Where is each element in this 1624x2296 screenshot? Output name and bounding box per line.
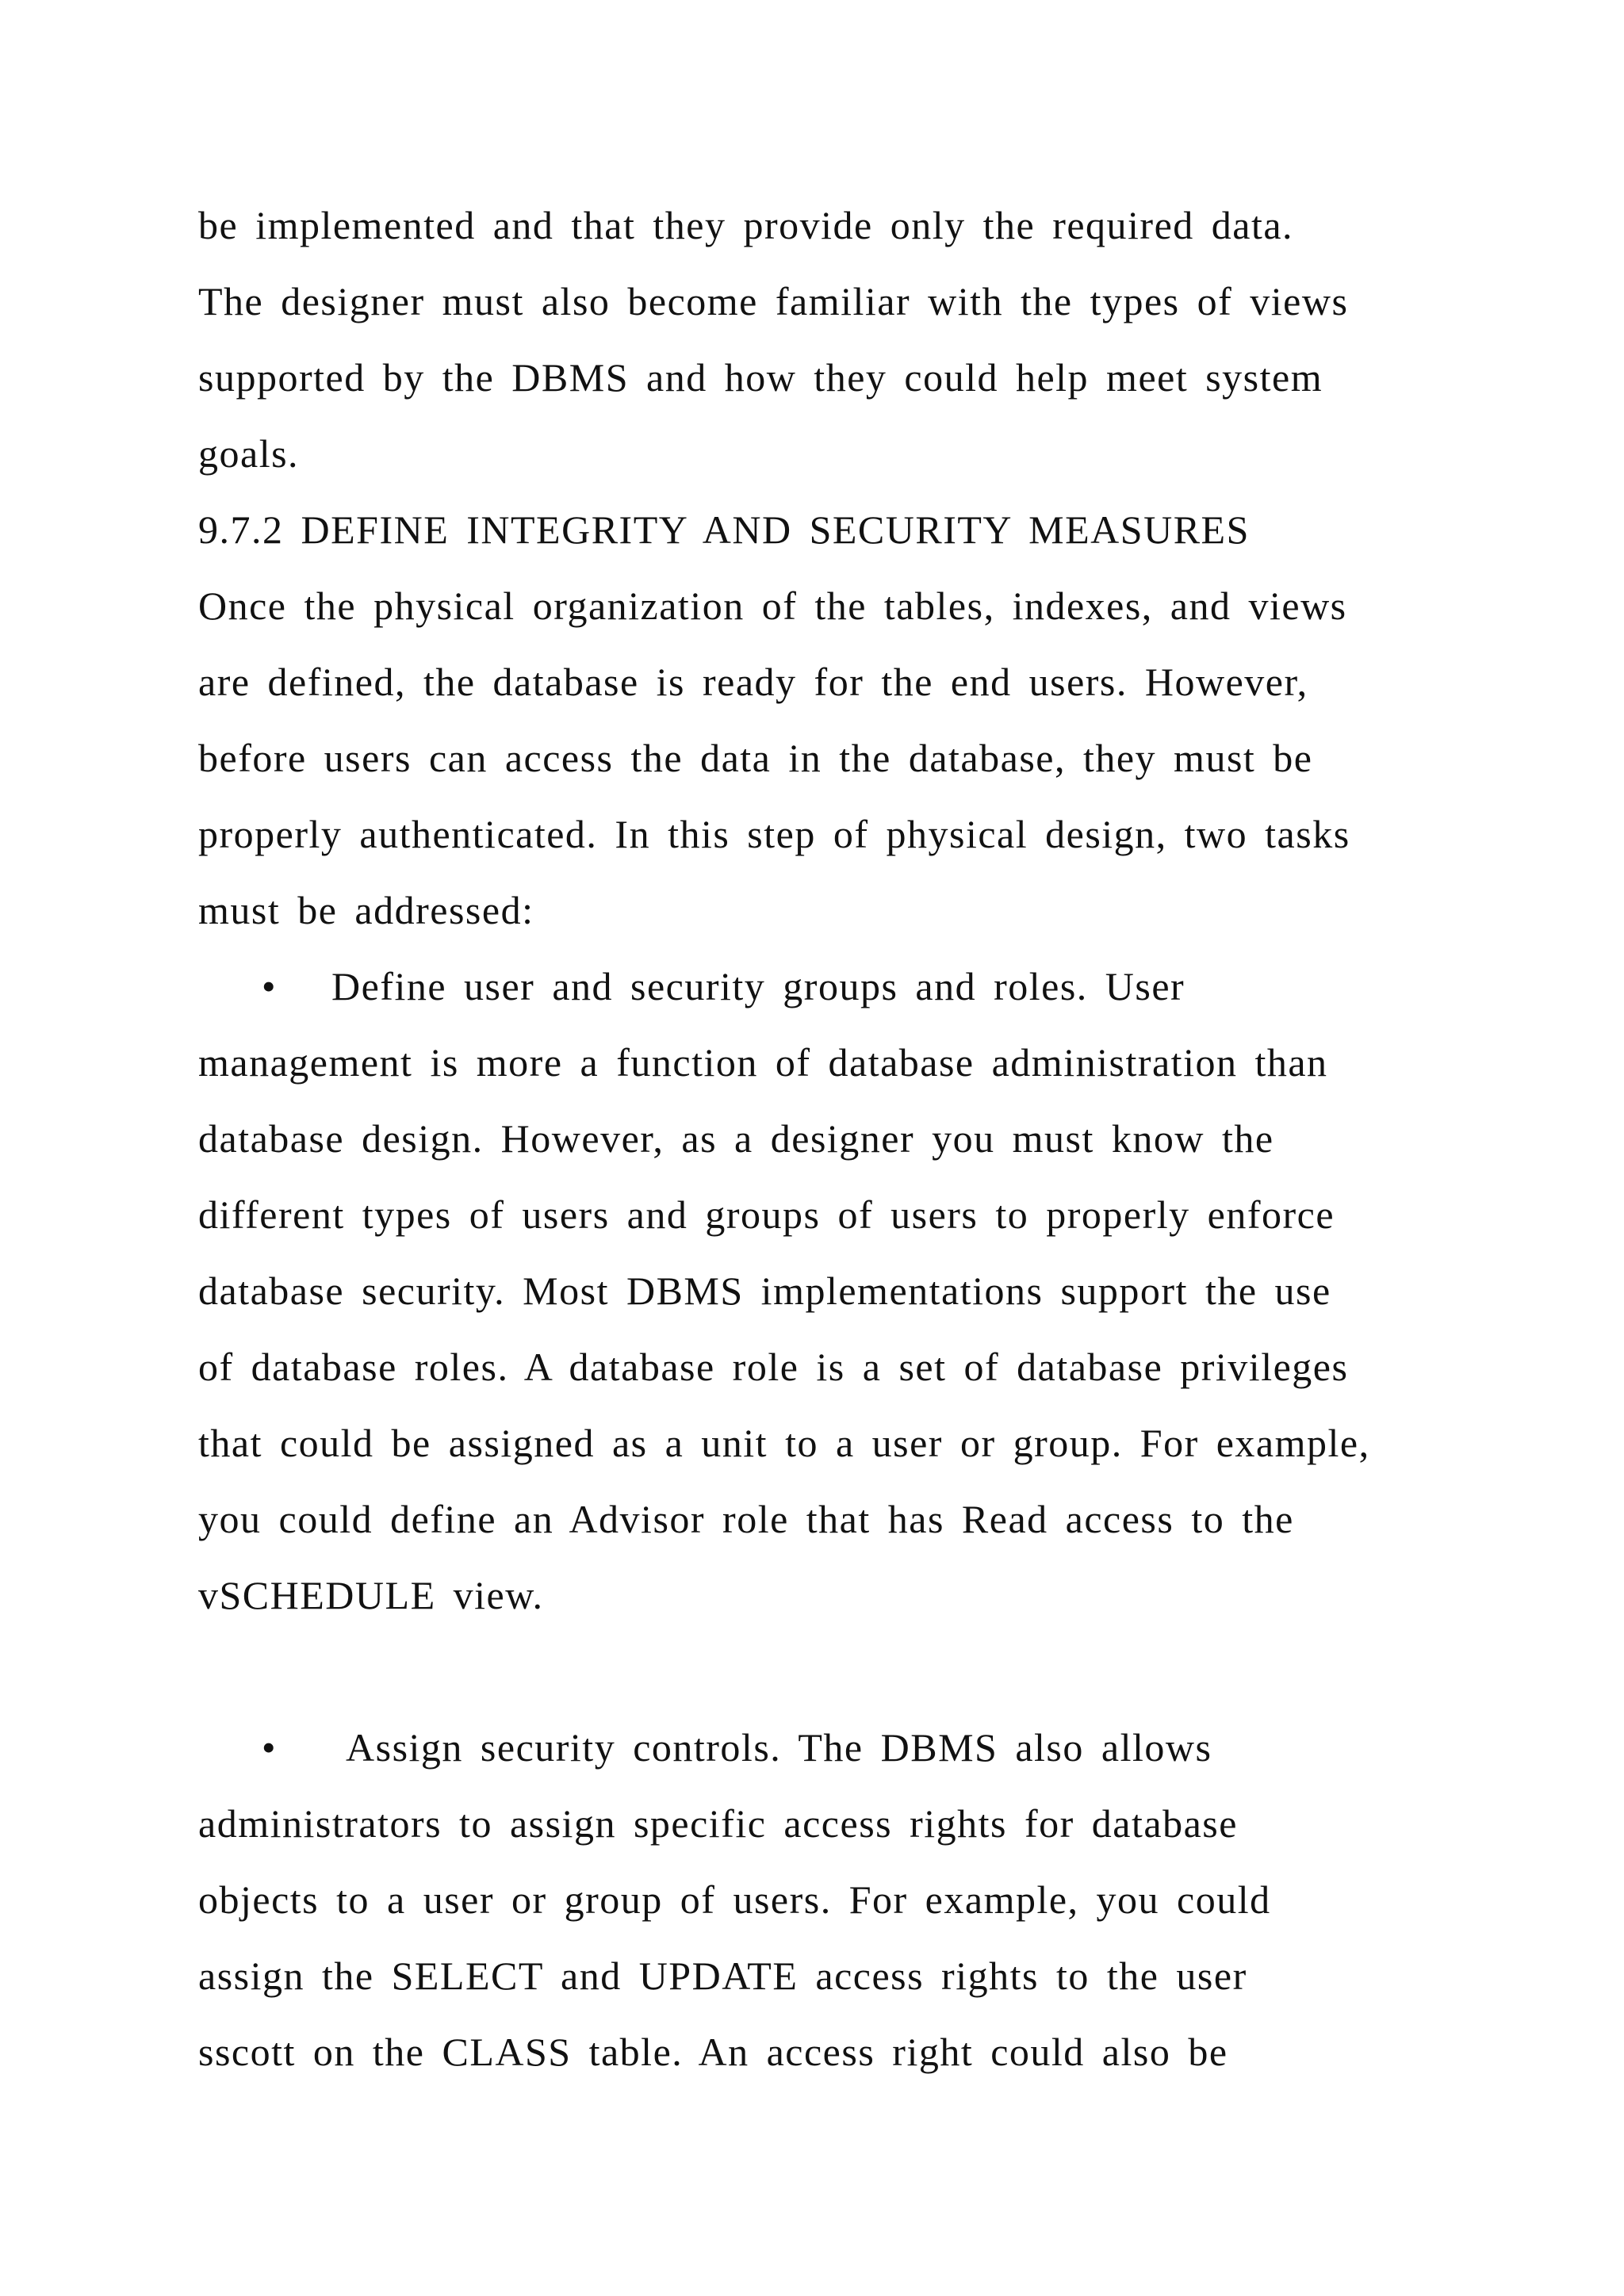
paragraph-line: Once the physical organization of the tables, indexes, and views (198, 584, 1347, 628)
paragraph-line: management is more a function of database administration than (198, 1040, 1328, 1085)
paragraph-line: The designer must also become familiar with the types of views (198, 279, 1349, 323)
paragraph-line: administrators to assign specific access rights for database (198, 1801, 1238, 1846)
paragraph-line: assign the SELECT and UPDATE access rights to the user (198, 1954, 1247, 1998)
bullet-item-first-line: Assign security controls. The DBMS also allows (346, 1725, 1212, 1770)
document-body (198, 187, 1435, 2090)
paragraph-line: goals. (198, 431, 300, 476)
bullet-item-user-groups (198, 948, 1435, 1024)
paragraph-line: before users can access the data in the database, they must be (198, 736, 1313, 780)
bullet-icon: • (262, 964, 278, 1008)
paragraph-line: database security. Most DBMS implementations support the use (198, 1269, 1331, 1313)
paragraph-line: objects to a user or group of users. For example, you could (198, 1877, 1271, 1922)
paragraph-line: you could define an Advisor role that has Read access to the (198, 1497, 1294, 1541)
paragraph-line: sscott on the CLASS table. An access right could also be (198, 2030, 1228, 2074)
section-heading: 9.7.2 DEFINE INTEGRITY AND SECURITY MEASURES (198, 507, 1250, 552)
paragraph-spacer (198, 1633, 1435, 1709)
bullet-item-security-controls (198, 1709, 1435, 1785)
paragraph-line: that could be assigned as a unit to a user or group. For example, (198, 1421, 1370, 1465)
paragraph-line: different types of users and groups of users to properly enforce (198, 1192, 1335, 1237)
bullet-item-first-line: Define user and security groups and roles. User (331, 964, 1185, 1008)
paragraph-line: are defined, the database is ready for the end users. However, (198, 660, 1308, 704)
paragraph-line: database design. However, as a designer you must know the (198, 1116, 1274, 1161)
paragraph-line: be implemented and that they provide only the required data. (198, 203, 1294, 247)
paragraph-line: vSCHEDULE view. (198, 1573, 544, 1617)
paragraph-line: of database roles. A database role is a set of database privileges (198, 1345, 1349, 1389)
bullet-icon: • (262, 1725, 278, 1770)
paragraph-line: properly authenticated. In this step of physical design, two tasks (198, 812, 1350, 856)
paragraph-line: supported by the DBMS and how they could help meet system (198, 355, 1323, 400)
paragraph-line: must be addressed: (198, 888, 534, 932)
